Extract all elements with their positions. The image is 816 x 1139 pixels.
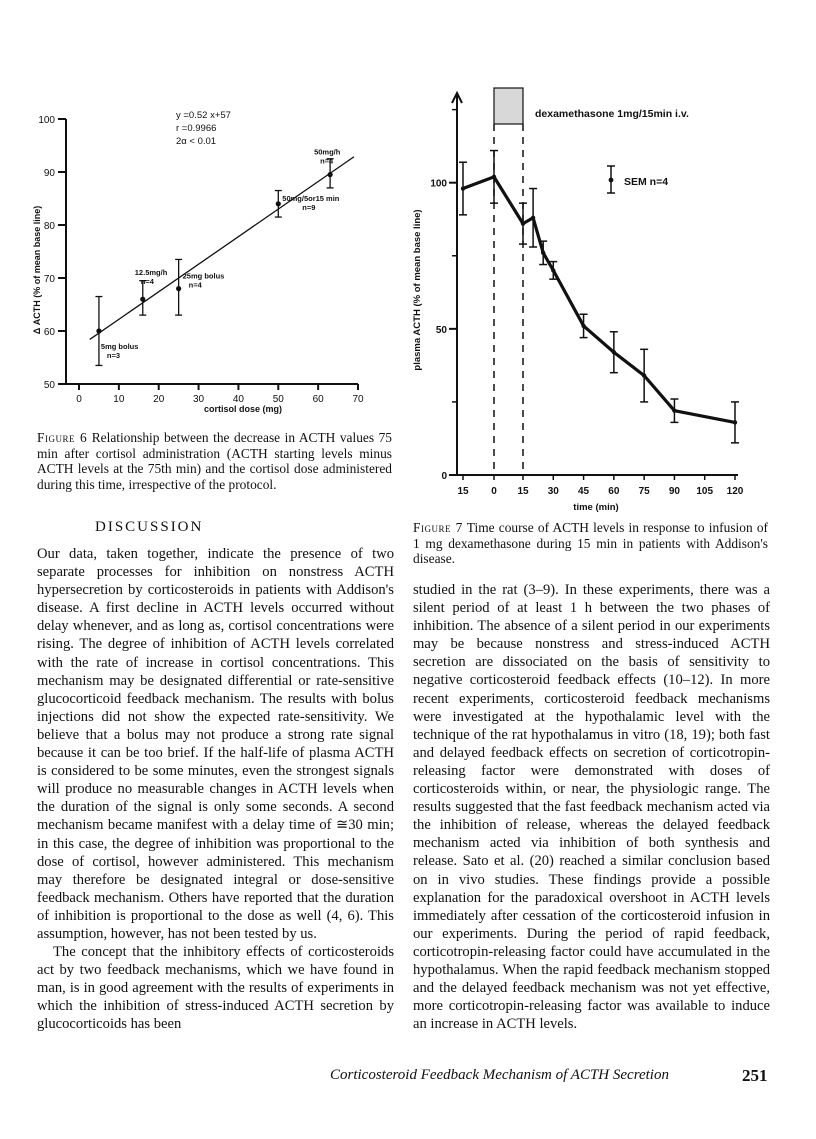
fig7-data-point <box>581 324 585 328</box>
fig7-legend-point <box>609 178 614 183</box>
figure-7-caption <box>413 520 768 567</box>
fig7-caption-text: Time course of ACTH levels in response to infusion of 1 mg dexamethasone during 15 min in patients with Addison's disease. <box>413 520 768 566</box>
fig6-point-n: n=4 <box>140 277 154 287</box>
fig7-x-tick-label: 15 <box>517 486 529 497</box>
fig6-y-tick-label: 90 <box>43 168 55 179</box>
fig6-x-tick-label: 60 <box>312 394 324 405</box>
fig6-regression-r: r =0.9966 <box>176 123 217 134</box>
fig7-data-point <box>521 221 525 225</box>
fig7-data-point <box>642 373 646 377</box>
fig6-xlabel: cortisol dose (mg) <box>203 404 283 414</box>
paragraph-3: studied in the rat (3–9). In these experiments, there was a silent period of at least 1 h between the two phases of inhibition. The absence of a silent period in our experiments may be because nonstress and stress-induced ACTH secretion are dissociated on the basis of sensitivity to negative corticosteroid feedback effects (10–12). In more recent experiments, corticosteroid feedback mechanisms were investigated at the hypothalamic level with the technique of the rat hypothalamus in vitro (18, 19); both fast and delayed feedback effects on secretion of corticotropin-releasing factor were demonstrated with doses of corticosteroids within, or near, the physiologic range. The results suggested that the fast feedback mechanism acted via the inhibition of release, whereas the delayed feedback mechanism acted via inhibition of both synthesis and release. Sato et al. (20) reached a similar conclusion based on in vivo studies. These findings provide a possible explanation for the paradoxical overshoot in ACTH levels immediately after cessation of the corticosteroid infusion in our experiments. During the period of rapid feedback, corticotropin-releasing factor could have accumulated in the hypothalamus. When the rapid feedback mechanism stopped and the delayed feedback mechanism was not yet effective, more corticotropin-releasing factor was available to induce an increase in ACTH levels. <box>413 582 770 1033</box>
fig6-x-tick-label: 10 <box>113 394 125 405</box>
right-column-text <box>413 581 770 1033</box>
fig6-point-label: 50mg/h <box>314 147 341 157</box>
fig7-x-tick-label: 15 <box>457 486 469 497</box>
fig6-x-tick-label: 70 <box>352 394 364 405</box>
fig7-series-line <box>463 177 735 423</box>
fig6-caption-text: Relationship between the decrease in ACTH values 75 min after cortisol administration (ACTH starting levels minus ACTH levels at the 75th min) and the cortisol dose administered during this time, irrespective of the protocol. <box>37 430 392 492</box>
fig6-point-label: 50mg/5or15 min <box>282 193 340 203</box>
fig6-ylabel: Δ ACTH (% of mean base line) <box>32 205 42 335</box>
fig6-x-tick-label: 0 <box>76 394 82 405</box>
fig7-data-point <box>551 268 555 272</box>
figure-7-chart <box>405 80 816 520</box>
fig6-point-n: n=9 <box>302 202 316 212</box>
fig6-y-tick-label: 50 <box>43 380 55 391</box>
fig7-y-tick-label: 50 <box>435 324 447 336</box>
fig7-caption-label: Figure 7 <box>413 520 463 535</box>
fig7-legend: SEM n=4 <box>624 176 669 188</box>
fig7-x-tick-label: 120 <box>726 486 744 497</box>
fig6-y-tick-label: 100 <box>38 115 55 126</box>
fig7-data-point <box>733 420 737 424</box>
fig7-x-tick-label: 60 <box>608 486 620 497</box>
fig7-data-point <box>461 186 465 190</box>
fig6-data-point <box>328 172 333 177</box>
fig7-data-point <box>672 408 676 412</box>
fig6-point-label: 5mg bolus <box>100 342 139 351</box>
fig7-data-point <box>612 350 616 354</box>
running-title: Corticosteroid Feedback Mechanism of ACTH Secretion <box>330 1067 669 1083</box>
fig6-data-point <box>276 201 281 206</box>
fig6-regression-eq: y =0.52 x+57 <box>176 110 231 121</box>
fig7-x-tick-label: 30 <box>547 486 559 497</box>
fig7-x-tick-label: 0 <box>491 486 497 497</box>
fig7-y-tick-label: 0 <box>441 471 447 482</box>
fig6-data-point <box>140 297 145 302</box>
fig6-data-point <box>96 328 101 333</box>
fig6-x-tick-label: 30 <box>193 394 205 405</box>
fig6-point-label: 12.5mg/h <box>134 268 168 278</box>
fig6-point-n: n=3 <box>106 351 121 360</box>
fig7-data-point <box>531 216 535 220</box>
fig7-data-point <box>492 175 496 179</box>
left-column-text <box>37 545 394 1034</box>
fig7-xlabel: time (min) <box>573 502 619 513</box>
fig6-x-tick-label: 20 <box>153 394 165 405</box>
fig6-data-point <box>176 286 181 291</box>
fig6-x-tick-label: 40 <box>232 394 244 405</box>
fig6-point-n: n=4 <box>188 280 202 290</box>
fig7-ylabel: plasma ACTH (% of mean base line) <box>412 209 423 371</box>
fig7-x-tick-label: 90 <box>668 486 680 497</box>
paragraph-2: The concept that the inhibitory effects of corticosteroids act by two feedback mechanisms, which we have found in man, is in good agreement with the results of experiments in which the inhibition of stress-induced ACTH secretion by glucocorticoids has been <box>37 944 394 1033</box>
fig7-infusion-label: dexamethasone 1mg/15min i.v. <box>535 108 689 120</box>
fig6-regression-p: 2α < 0.01 <box>176 136 217 147</box>
fig7-x-tick-label: 105 <box>696 486 714 497</box>
figure-6-chart <box>0 80 400 420</box>
fig6-point-label: 25mg bolus <box>182 271 225 281</box>
fig6-x-tick-label: 50 <box>272 394 284 405</box>
fig7-infusion-bar <box>494 88 523 124</box>
fig6-regression-line <box>90 157 354 340</box>
fig6-y-tick-label: 70 <box>43 274 55 285</box>
fig6-caption-label: Figure 6 <box>37 430 88 445</box>
fig6-y-tick-label: 80 <box>43 221 55 232</box>
fig7-y-tick-label: 100 <box>430 178 447 190</box>
fig7-x-tick-label: 75 <box>638 486 650 497</box>
fig6-point-n: n=4 <box>320 156 334 166</box>
paragraph-1: Our data, taken together, indicate the presence of two separate processes for inhibition on nonstress ACTH hypersecretion by corticosteroids in patients with Addison's disease. A first decline in ACTH levels occurred without delay whenever, and as long as, cortisol concentrations were rising. The degree of inhibition of ACTH levels correlated with the rate of increase in cortisol concentrations. This mechanism may be designated differential or rate-sensitive glucocorticoid feedback mechanism. The results with bolus injections did not show the expected rate-sensitivity. We believe that a bolus may not produce a strong rate signal because it can be too brief. If the half-life of plasma ACTH is considered to be some minutes, even the strongest signals will produce no measurable changes in ACTH levels when the duration of the signal is only some seconds. A second mechanism became manifest with a delay time of ≅30 min; in this case, the degree of inhibition was proportional to the dose of cortisol, however administered. This mechanism may therefore be designated integral or dose-sensitive feedback mechanism. Others have reported that the duration of inhibition is proportional to the dose as well (4, 6). This assumption, however, has not been tested by us. <box>37 546 394 942</box>
page-number: 251 <box>742 1066 768 1085</box>
fig6-y-tick-label: 60 <box>43 327 55 338</box>
discussion-heading: DISCUSSION <box>95 519 204 535</box>
figure-6-caption <box>37 430 392 492</box>
fig7-data-point <box>541 251 545 255</box>
fig7-x-tick-label: 45 <box>578 486 590 497</box>
